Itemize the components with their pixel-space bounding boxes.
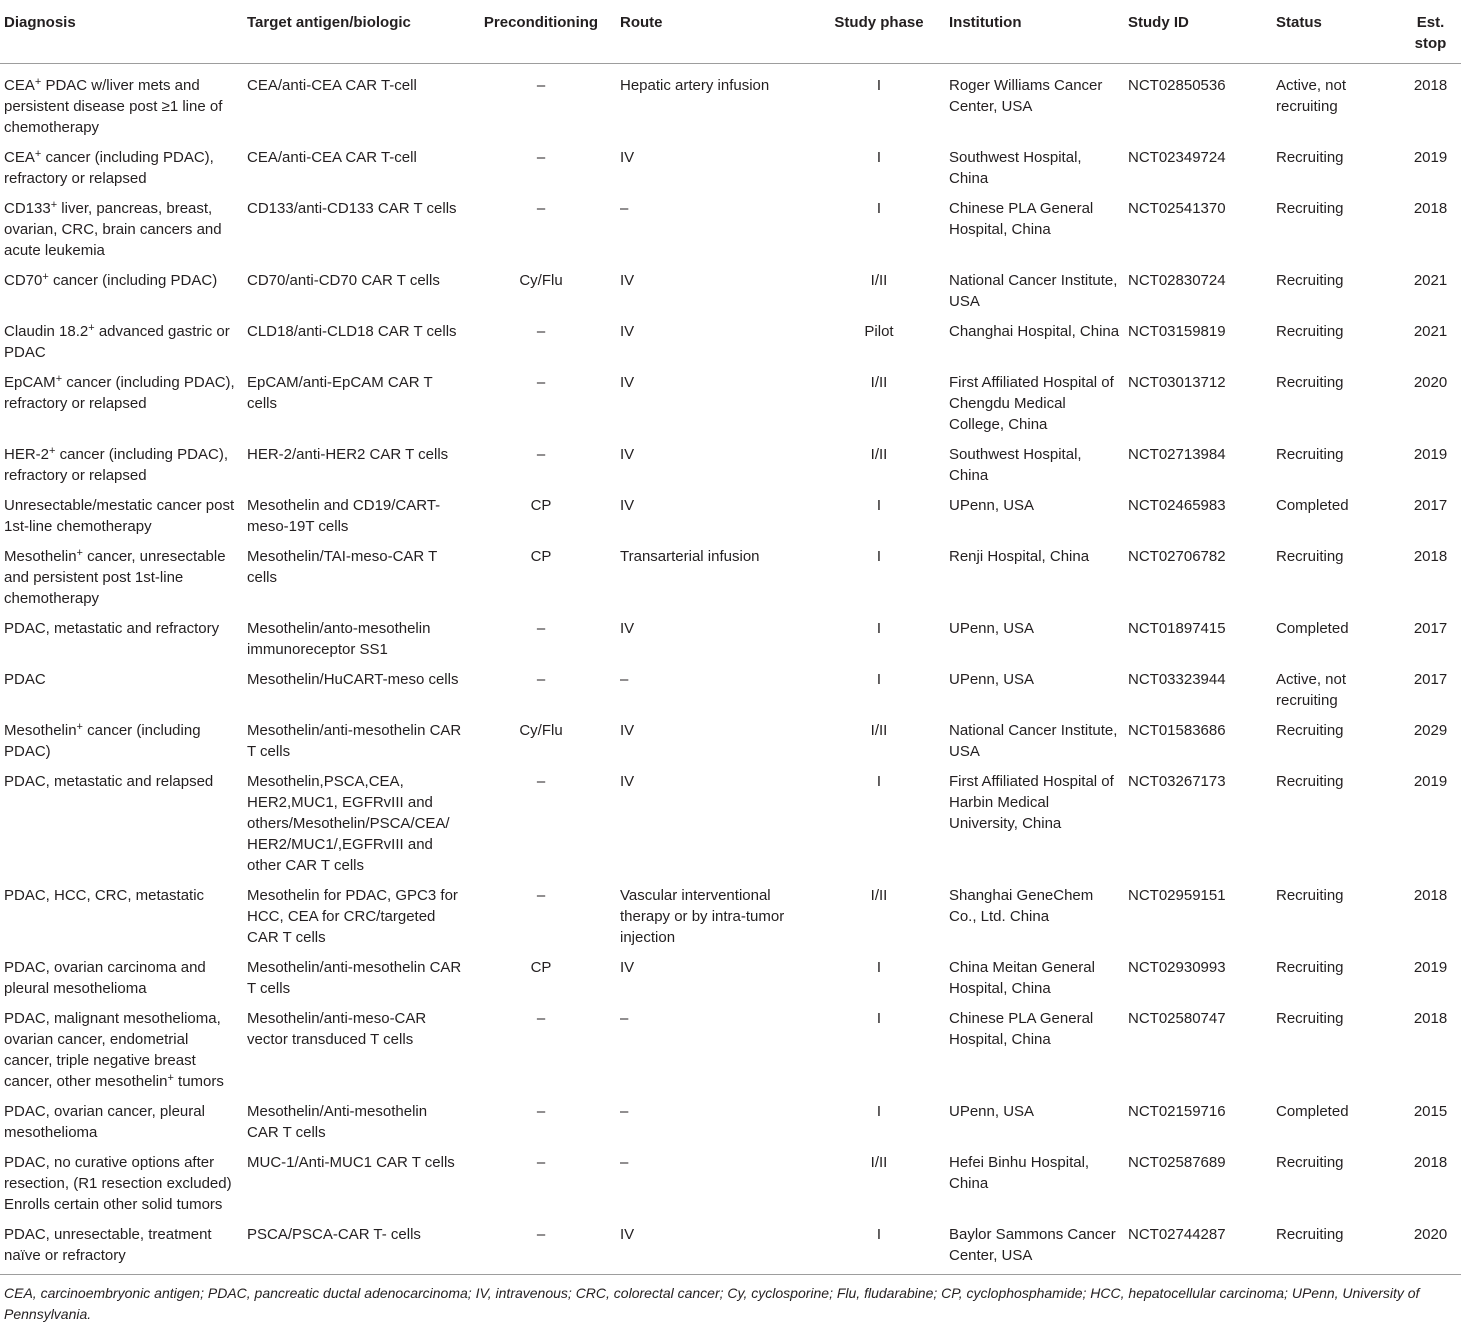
header-diagnosis: Diagnosis: [4, 14, 76, 31]
cell-est-stop: 2021: [1413, 323, 1448, 340]
table-row: [0, 368, 1461, 440]
cell-preconditioning: –: [536, 1226, 546, 1243]
superscript-plus: +: [88, 322, 95, 334]
cell-institution: Changhai Hospital, China: [949, 323, 1120, 340]
cell-preconditioning: –: [536, 77, 546, 94]
cell-target: Mesothelin/HuCART-meso cells: [247, 671, 459, 688]
cell-study-id: NCT02850536: [1128, 77, 1226, 94]
cell-institution: Hefei Binhu Hospital, China: [949, 1154, 1090, 1192]
cell-study-id: NCT03323944: [1128, 671, 1226, 688]
cell-study-id: NCT02465983: [1128, 497, 1226, 514]
cell-study-id: NCT02930993: [1128, 959, 1226, 976]
header-row: [0, 0, 1461, 64]
cell-target: Mesothelin/TAI-meso-CAR T cells: [247, 548, 438, 586]
cell-study-id: NCT03013712: [1128, 374, 1226, 391]
table-row: [0, 953, 1461, 1004]
cell-status: Recruiting: [1276, 548, 1344, 565]
cell-study-phase: I/II: [870, 374, 888, 391]
cell-target: EpCAM/anti-EpCAM CAR T cells: [247, 374, 433, 412]
header-status: Status: [1276, 14, 1322, 31]
header-institution: Institution: [949, 14, 1022, 31]
cell-study-phase: I: [876, 1010, 882, 1027]
cell-study-id: NCT02830724: [1128, 272, 1226, 289]
cell-route: IV: [620, 374, 635, 391]
cell-institution: Roger Williams Cancer Center, USA: [949, 77, 1103, 115]
table-row: [0, 665, 1461, 716]
table-row: [0, 1220, 1461, 1275]
table-row: [0, 64, 1461, 144]
cell-target: CEA/anti-CEA CAR T-cell: [247, 77, 417, 94]
superscript-plus: +: [34, 76, 42, 88]
cell-diagnosis: Mesothelin+ cancer, unresectable and persistent post 1st-line chemotherapy: [4, 547, 226, 607]
cell-diagnosis: PDAC, malignant mesothelioma, ovarian cancer, endometrial cancer, triple negative breast cancer, other mesothelin+ tumors: [4, 1010, 224, 1090]
cell-target: Mesothelin/anti-meso-CAR vector transduced T cells: [247, 1010, 427, 1048]
cell-institution: Chinese PLA General Hospital, China: [949, 1010, 1094, 1048]
cell-study-id: NCT02541370: [1128, 200, 1226, 217]
cell-target: Mesothelin/anti-mesothelin CAR T cells: [247, 959, 462, 997]
table-row: [0, 542, 1461, 614]
superscript-plus: +: [76, 547, 83, 559]
table-row: [0, 767, 1461, 881]
cell-preconditioning: CP: [530, 548, 552, 565]
cell-status: Recruiting: [1276, 773, 1344, 790]
superscript-plus: +: [34, 148, 42, 160]
table-row: [0, 194, 1461, 266]
cell-preconditioning: Cy/Flu: [519, 272, 563, 289]
cell-institution: China Meitan General Hospital, China: [949, 959, 1095, 997]
cell-study-phase: I/II: [870, 446, 888, 463]
cell-diagnosis: PDAC, metastatic and refractory: [4, 620, 220, 637]
table-row: [0, 266, 1461, 317]
cell-est-stop: 2018: [1413, 77, 1448, 94]
cell-institution: National Cancer Institute, USA: [949, 722, 1118, 760]
superscript-plus: +: [76, 721, 83, 733]
cell-target: CD70/anti-CD70 CAR T cells: [247, 272, 440, 289]
cell-preconditioning: –: [536, 374, 546, 391]
cell-route: –: [620, 1154, 629, 1171]
cell-est-stop: 2019: [1413, 773, 1448, 790]
cell-diagnosis: PDAC, ovarian cancer, pleural mesothelioma: [4, 1103, 205, 1141]
header-study-phase: Study phase: [834, 14, 924, 31]
table-row: [0, 614, 1461, 665]
cell-study-id: NCT02159716: [1128, 1103, 1226, 1120]
cell-status: Active, not recruiting: [1276, 671, 1347, 709]
cell-est-stop: 2020: [1413, 1226, 1448, 1243]
cell-diagnosis: CEA+ PDAC w/liver mets and persistent disease post ≥1 line of chemotherapy: [4, 76, 223, 136]
cell-preconditioning: –: [536, 887, 546, 904]
cell-target: CD133/anti-CD133 CAR T cells: [247, 200, 457, 217]
cell-status: Completed: [1276, 620, 1349, 637]
cell-target: HER-2/anti-HER2 CAR T cells: [247, 446, 449, 463]
superscript-plus: +: [50, 199, 58, 211]
cell-route: IV: [620, 959, 635, 976]
cell-institution: Shanghai GeneChem Co., Ltd. China: [949, 887, 1094, 925]
cell-est-stop: 2019: [1413, 959, 1448, 976]
cell-preconditioning: CP: [530, 959, 552, 976]
cell-target: Mesothelin/Anti-mesothelin CAR T cells: [247, 1103, 428, 1141]
cell-study-id: NCT02713984: [1128, 446, 1226, 463]
table-row: [0, 1148, 1461, 1220]
cell-study-phase: Pilot: [864, 323, 894, 340]
cell-study-id: NCT01583686: [1128, 722, 1226, 739]
cell-institution: UPenn, USA: [949, 620, 1035, 637]
cell-preconditioning: –: [536, 671, 546, 688]
cell-diagnosis: EpCAM+ cancer (including PDAC), refractory or relapsed: [4, 373, 235, 412]
header-preconditioning: Preconditioning: [483, 14, 599, 31]
cell-est-stop: 2018: [1413, 548, 1448, 565]
cell-est-stop: 2017: [1413, 671, 1448, 688]
cell-route: IV: [620, 323, 635, 340]
cell-status: Recruiting: [1276, 323, 1344, 340]
cell-preconditioning: –: [536, 446, 546, 463]
cell-status: Completed: [1276, 1103, 1349, 1120]
cell-diagnosis: PDAC, no curative options after resection, (R1 resection excluded) Enrolls certain other solid tumors: [4, 1154, 232, 1213]
cell-est-stop: 2018: [1413, 1010, 1448, 1027]
header-target: Target antigen/biologic: [247, 14, 411, 31]
cell-preconditioning: –: [536, 200, 546, 217]
table-row: [0, 1097, 1461, 1148]
cell-institution: First Affiliated Hospital of Chengdu Medical College, China: [949, 374, 1114, 433]
cell-diagnosis: PDAC, HCC, CRC, metastatic: [4, 887, 205, 904]
cell-status: Completed: [1276, 497, 1349, 514]
cell-diagnosis: HER-2+ cancer (including PDAC), refractory or relapsed: [4, 445, 229, 484]
cell-study-id: NCT02744287: [1128, 1226, 1226, 1243]
cell-est-stop: 2017: [1413, 620, 1448, 637]
cell-diagnosis: PDAC, metastatic and relapsed: [4, 773, 214, 790]
cell-route: IV: [620, 149, 635, 166]
cell-diagnosis: CEA+ cancer (including PDAC), refractory or relapsed: [4, 148, 214, 187]
cell-status: Recruiting: [1276, 1154, 1344, 1171]
cell-diagnosis: PDAC, ovarian carcinoma and pleural mesothelioma: [4, 959, 206, 997]
table-footnote: CEA, carcinoembryonic antigen; PDAC, pancreatic ductal adenocarcinoma; IV, intravenous; CRC, colorectal cancer; Cy, cyclosporine; Flu, fludarabine; CP, cyclophosphamide; HCC, hepatocellular carcinoma; UPenn, University of Pennsylvania.: [4, 1285, 1420, 1322]
cell-study-phase: I: [876, 200, 882, 217]
cell-target: CEA/anti-CEA CAR T-cell: [247, 149, 417, 166]
cell-est-stop: 2017: [1413, 497, 1448, 514]
table-row: [0, 881, 1461, 953]
cell-target: Mesothelin and CD19/CART-meso-19T cells: [247, 497, 441, 535]
cell-status: Recruiting: [1276, 200, 1344, 217]
header-route: Route: [620, 14, 663, 31]
cell-target: Mesothelin,PSCA,CEA, HER2,MUC1, EGFRvIII and others/Mesothelin/PSCA/CEA/ HER2/MUC1/,EGFRvIII and other CAR T cells: [247, 773, 450, 874]
cell-institution: UPenn, USA: [949, 1103, 1035, 1120]
cell-target: PSCA/PSCA-CAR T- cells: [247, 1226, 421, 1243]
cell-institution: Chinese PLA General Hospital, China: [949, 200, 1094, 238]
cell-study-phase: I: [876, 77, 882, 94]
cell-study-id: NCT02706782: [1128, 548, 1226, 565]
table-row: [0, 143, 1461, 194]
cell-status: Recruiting: [1276, 1226, 1344, 1243]
cell-est-stop: 2018: [1413, 200, 1448, 217]
cell-study-phase: I: [876, 1103, 882, 1120]
cell-target: Mesothelin/anto-mesothelin immunoreceptor SS1: [247, 620, 431, 658]
cell-route: Hepatic artery infusion: [620, 77, 770, 94]
table-row: [0, 440, 1461, 491]
cell-route: IV: [620, 1226, 635, 1243]
cell-study-phase: I: [876, 1226, 882, 1243]
table-row: [0, 317, 1461, 368]
cell-route: IV: [620, 272, 635, 289]
cell-status: Recruiting: [1276, 887, 1344, 904]
cell-diagnosis: Claudin 18.2+ advanced gastric or PDAC: [4, 322, 230, 361]
cell-route: IV: [620, 497, 635, 514]
cell-preconditioning: –: [536, 773, 546, 790]
superscript-plus: +: [55, 373, 63, 385]
table-body: [0, 64, 1461, 1275]
cell-institution: Baylor Sammons Cancer Center, USA: [949, 1226, 1116, 1264]
cell-route: –: [620, 1010, 629, 1027]
cell-preconditioning: –: [536, 1103, 546, 1120]
cell-study-phase: I: [876, 149, 882, 166]
cell-status: Recruiting: [1276, 272, 1344, 289]
cell-route: IV: [620, 620, 635, 637]
cell-institution: Renji Hospital, China: [949, 548, 1090, 565]
cell-preconditioning: –: [536, 1010, 546, 1027]
cell-est-stop: 2021: [1413, 272, 1448, 289]
cell-target: CLD18/anti-CLD18 CAR T cells: [247, 323, 457, 340]
cell-institution: National Cancer Institute, USA: [949, 272, 1118, 310]
cell-study-phase: I: [876, 959, 882, 976]
header-est-stop: Est. stop: [1414, 14, 1447, 52]
cell-est-stop: 2018: [1413, 887, 1448, 904]
cell-target: Mesothelin for PDAC, GPC3 for HCC, CEA for CRC/targeted CAR T cells: [247, 887, 458, 946]
superscript-plus: +: [42, 271, 49, 283]
cell-target: MUC-1/Anti-MUC1 CAR T cells: [247, 1154, 455, 1171]
cell-study-phase: I: [876, 497, 882, 514]
table-row: [0, 491, 1461, 542]
cell-diagnosis: CD70+ cancer (including PDAC): [4, 271, 218, 289]
cell-institution: UPenn, USA: [949, 497, 1035, 514]
cell-status: Recruiting: [1276, 722, 1344, 739]
cell-diagnosis: Unresectable/mestatic cancer post 1st-line chemotherapy: [4, 497, 235, 535]
cell-target: Mesothelin/anti-mesothelin CAR T cells: [247, 722, 462, 760]
cell-diagnosis: PDAC, unresectable, treatment naïve or refractory: [4, 1226, 212, 1264]
cell-preconditioning: –: [536, 1154, 546, 1171]
cell-route: –: [620, 200, 629, 217]
cell-route: –: [620, 1103, 629, 1120]
header-study-id: Study ID: [1128, 14, 1189, 31]
cell-institution: Southwest Hospital, China: [949, 446, 1082, 484]
cell-est-stop: 2015: [1413, 1103, 1448, 1120]
cell-preconditioning: CP: [530, 497, 552, 514]
cell-status: Recruiting: [1276, 149, 1344, 166]
cell-est-stop: 2018: [1413, 1154, 1448, 1171]
cell-study-phase: I: [876, 548, 882, 565]
cell-diagnosis: PDAC: [4, 671, 46, 688]
cell-preconditioning: –: [536, 323, 546, 340]
cell-preconditioning: Cy/Flu: [519, 722, 563, 739]
cell-study-phase: I: [876, 620, 882, 637]
cell-route: Transarterial infusion: [620, 548, 760, 565]
cell-status: Recruiting: [1276, 1010, 1344, 1027]
cell-study-phase: I: [876, 671, 882, 688]
cell-study-phase: I/II: [870, 887, 888, 904]
cell-route: IV: [620, 773, 635, 790]
superscript-plus: +: [167, 1072, 174, 1084]
cell-study-phase: I/II: [870, 1154, 888, 1171]
cell-diagnosis: Mesothelin+ cancer (including PDAC): [4, 721, 201, 760]
cell-study-phase: I/II: [870, 272, 888, 289]
cell-study-id: NCT02349724: [1128, 149, 1226, 166]
cell-study-id: NCT03159819: [1128, 323, 1226, 340]
superscript-plus: +: [49, 445, 56, 457]
cell-preconditioning: –: [536, 620, 546, 637]
cell-institution: UPenn, USA: [949, 671, 1035, 688]
cell-institution: First Affiliated Hospital of Harbin Medical University, China: [949, 773, 1114, 832]
cell-study-id: NCT02587689: [1128, 1154, 1226, 1171]
cell-route: Vascular interventional therapy or by intra-tumor injection: [620, 887, 785, 946]
cell-route: –: [620, 671, 629, 688]
cell-diagnosis: CD133+ liver, pancreas, breast, ovarian, CRC, brain cancers and acute leukemia: [4, 199, 222, 259]
cell-route: IV: [620, 446, 635, 463]
cell-status: Recruiting: [1276, 446, 1344, 463]
table-row: [0, 716, 1461, 767]
cell-study-phase: I: [876, 773, 882, 790]
cell-est-stop: 2029: [1413, 722, 1448, 739]
cell-preconditioning: –: [536, 149, 546, 166]
cell-status: Recruiting: [1276, 374, 1344, 391]
cell-route: IV: [620, 722, 635, 739]
cell-status: Recruiting: [1276, 959, 1344, 976]
cell-institution: Southwest Hospital, China: [949, 149, 1082, 187]
cell-status: Active, not recruiting: [1276, 77, 1347, 115]
cell-study-id: NCT02580747: [1128, 1010, 1226, 1027]
cell-est-stop: 2020: [1413, 374, 1448, 391]
cell-study-id: NCT02959151: [1128, 887, 1226, 904]
cell-study-phase: I/II: [870, 722, 888, 739]
table-header: [0, 0, 1461, 64]
cell-study-id: NCT01897415: [1128, 620, 1226, 637]
cell-study-id: NCT03267173: [1128, 773, 1226, 790]
cell-est-stop: 2019: [1413, 446, 1448, 463]
table-row: [0, 1004, 1461, 1097]
cell-est-stop: 2019: [1413, 149, 1448, 166]
